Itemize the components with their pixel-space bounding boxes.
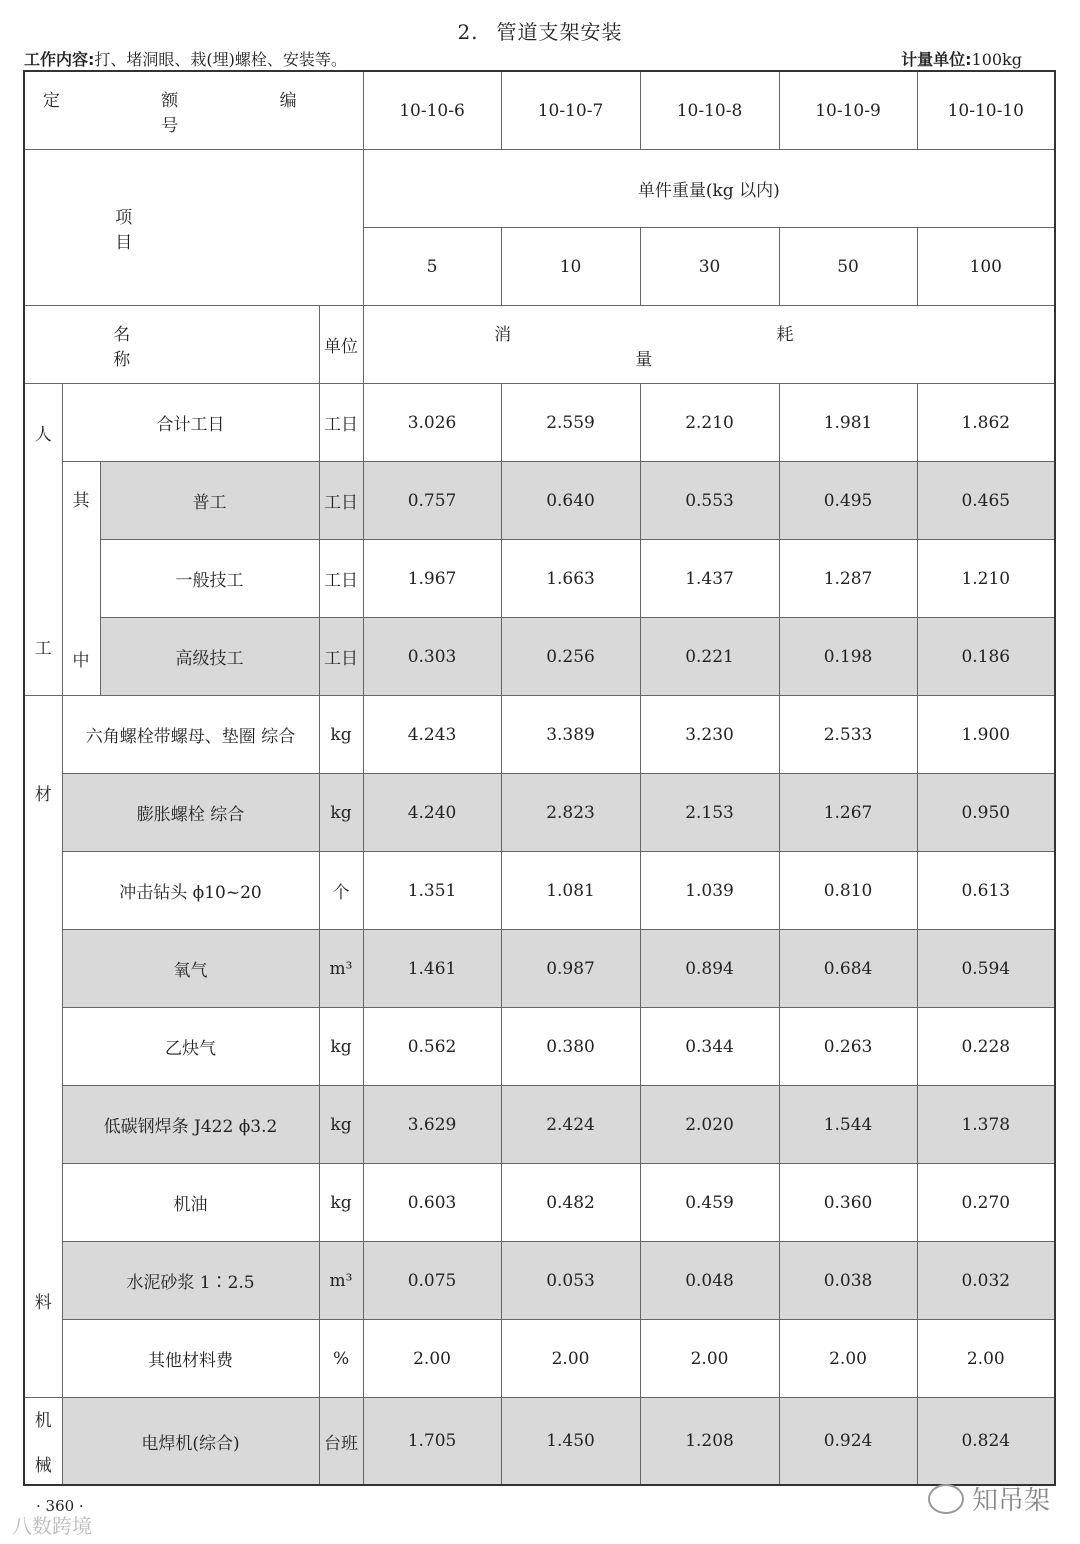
machine-row: [24, 1398, 1055, 1486]
qizhong-side-bottom: 中: [72, 651, 90, 671]
row-unit: m³: [319, 930, 363, 1008]
value-cell: 0.924: [779, 1398, 917, 1486]
value-cell: 0.032: [917, 1242, 1055, 1320]
value-cell: 0.459: [640, 1164, 779, 1242]
row-name: 高级技工: [100, 618, 319, 696]
row-name: 其他材料费: [62, 1320, 319, 1398]
value-cell: 0.495: [779, 462, 917, 540]
row-name: 低碳钢焊条 J422 ϕ3.2: [62, 1086, 319, 1164]
row-name: 六角螺栓带螺母、垫圈 综合: [62, 696, 319, 774]
page-title: [0, 16, 1080, 45]
value-cell: 1.900: [917, 696, 1055, 774]
value-cell: 0.684: [779, 930, 917, 1008]
value-cell: 0.824: [917, 1398, 1055, 1486]
value-cell: 0.603: [363, 1164, 501, 1242]
weight-value: 5: [363, 228, 501, 306]
value-cell: 0.303: [363, 618, 501, 696]
value-cell: 3.026: [363, 384, 501, 462]
section-title: 管道支架安装: [496, 20, 623, 44]
unit-label: 计量单位:: [901, 50, 972, 69]
value-cell: 0.228: [917, 1008, 1055, 1086]
value-cell: 3.629: [363, 1086, 501, 1164]
value-cell: 1.663: [501, 540, 640, 618]
value-cell: 0.594: [917, 930, 1055, 1008]
row-unit: 工日: [319, 384, 363, 462]
work-content: [24, 47, 347, 70]
value-cell: 1.287: [779, 540, 917, 618]
machine-side: [24, 1398, 62, 1486]
value-cell: 1.039: [640, 852, 779, 930]
value-cell: 0.053: [501, 1242, 640, 1320]
row-name: 合计工日: [62, 384, 319, 462]
value-cell: 3.230: [640, 696, 779, 774]
value-cell: 0.757: [363, 462, 501, 540]
value-cell: 0.640: [501, 462, 640, 540]
value-cell: 0.553: [640, 462, 779, 540]
labor-total-row: [24, 384, 1055, 462]
value-cell: 1.378: [917, 1086, 1055, 1164]
machine-side-top: 机: [34, 1411, 52, 1431]
weight-header-row: [24, 150, 1055, 228]
weight-value: 10: [501, 228, 640, 306]
watermark-right: [928, 1480, 1050, 1517]
quota-table: [23, 70, 1056, 1486]
value-cell: 2.533: [779, 696, 917, 774]
quota-code: 10-10-10: [917, 71, 1055, 150]
value-cell: 4.243: [363, 696, 501, 774]
quota-code: 10-10-6: [363, 71, 501, 150]
material-side-bottom: 料: [34, 1293, 52, 1313]
value-cell: 0.198: [779, 618, 917, 696]
value-cell: 0.613: [917, 852, 1055, 930]
row-unit: kg: [319, 1164, 363, 1242]
page-number: · 360 ·: [36, 1497, 84, 1515]
value-cell: 0.270: [917, 1164, 1055, 1242]
value-cell: 0.256: [501, 618, 640, 696]
row-name: 机油: [62, 1164, 319, 1242]
value-cell: 2.559: [501, 384, 640, 462]
quota-label: 定 额 编 号: [24, 71, 363, 150]
weight-value: 50: [779, 228, 917, 306]
row-unit: kg: [319, 1008, 363, 1086]
machine-side-gap: [25, 1431, 62, 1451]
qizhong-side: [62, 462, 100, 696]
value-cell: 0.810: [779, 852, 917, 930]
value-cell: 1.544: [779, 1086, 917, 1164]
weight-value: 100: [917, 228, 1055, 306]
row-name: 水泥砂浆 1∶2.5: [62, 1242, 319, 1320]
value-cell: 0.894: [640, 930, 779, 1008]
material-row: [24, 1086, 1055, 1164]
row-unit: kg: [319, 1086, 363, 1164]
value-cell: 1.705: [363, 1398, 501, 1486]
value-cell: 0.075: [363, 1242, 501, 1320]
row-name: 一般技工: [100, 540, 319, 618]
value-cell: 1.437: [640, 540, 779, 618]
value-cell: 3.389: [501, 696, 640, 774]
material-side: [24, 696, 62, 1398]
row-unit: 台班: [319, 1398, 363, 1486]
material-row: [24, 1242, 1055, 1320]
value-cell: 1.981: [779, 384, 917, 462]
material-row: [24, 1320, 1055, 1398]
value-cell: 1.208: [640, 1398, 779, 1486]
value-cell: 0.038: [779, 1242, 917, 1320]
value-cell: 1.210: [917, 540, 1055, 618]
value-cell: 0.263: [779, 1008, 917, 1086]
value-cell: 2.00: [779, 1320, 917, 1398]
material-side-top: 材: [34, 785, 52, 805]
work-label: 工作内容:: [24, 50, 95, 69]
value-cell: 1.461: [363, 930, 501, 1008]
labor-side-bottom: 工: [34, 639, 52, 659]
labor-side-top: 人: [34, 425, 52, 445]
material-row: [24, 852, 1055, 930]
value-cell: 0.048: [640, 1242, 779, 1320]
quota-code: 10-10-7: [501, 71, 640, 150]
column-header-row: [24, 306, 1055, 384]
unit-col-label: 单位: [319, 306, 363, 384]
quota-code: 10-10-8: [640, 71, 779, 150]
row-name: 电焊机(综合): [62, 1398, 319, 1486]
value-cell: 2.00: [501, 1320, 640, 1398]
row-unit: kg: [319, 774, 363, 852]
material-row: [24, 1008, 1055, 1086]
row-unit: 工日: [319, 618, 363, 696]
section-number: 2.: [457, 20, 479, 44]
row-name: 膨胀螺栓 综合: [62, 774, 319, 852]
watermark-left: 八数跨境: [12, 1514, 92, 1538]
row-name: 普工: [100, 462, 319, 540]
value-cell: 0.950: [917, 774, 1055, 852]
qizhong-side-top: 其: [72, 491, 90, 511]
value-cell: 2.00: [363, 1320, 501, 1398]
row-unit: %: [319, 1320, 363, 1398]
work-text: 打、堵洞眼、栽(埋)螺栓、安装等。: [94, 50, 347, 69]
measure-unit: [901, 47, 1022, 70]
quota-code-row: [24, 71, 1055, 150]
material-row: [24, 930, 1055, 1008]
value-cell: 0.380: [501, 1008, 640, 1086]
material-row: [24, 1164, 1055, 1242]
consume-label: 消 耗 量: [363, 306, 1055, 384]
machine-side-bottom: 械: [34, 1456, 52, 1476]
value-cell: 0.562: [363, 1008, 501, 1086]
material-row: [24, 774, 1055, 852]
item-label: 项 目: [24, 150, 363, 306]
value-cell: 0.465: [917, 462, 1055, 540]
value-cell: 0.987: [501, 930, 640, 1008]
value-cell: 2.210: [640, 384, 779, 462]
value-cell: 1.862: [917, 384, 1055, 462]
value-cell: 1.081: [501, 852, 640, 930]
wechat-icon: [928, 1484, 964, 1514]
labor-row: [24, 540, 1055, 618]
row-name: 氧气: [62, 930, 319, 1008]
value-cell: 1.967: [363, 540, 501, 618]
labor-row: [24, 462, 1055, 540]
value-cell: 2.823: [501, 774, 640, 852]
value-cell: 2.424: [501, 1086, 640, 1164]
value-cell: 2.00: [917, 1320, 1055, 1398]
labor-side: [24, 384, 62, 696]
value-cell: 4.240: [363, 774, 501, 852]
value-cell: 1.351: [363, 852, 501, 930]
value-cell: 2.00: [640, 1320, 779, 1398]
watermark-right-text: 知吊架: [971, 1486, 1050, 1516]
value-cell: 1.450: [501, 1398, 640, 1486]
weight-label: 单件重量(kg 以内): [363, 150, 1055, 228]
value-cell: 0.482: [501, 1164, 640, 1242]
quota-code: 10-10-9: [779, 71, 917, 150]
value-cell: 0.221: [640, 618, 779, 696]
weight-value: 30: [640, 228, 779, 306]
value-cell: 0.186: [917, 618, 1055, 696]
row-unit: 工日: [319, 540, 363, 618]
unit-value: 100kg: [971, 50, 1022, 69]
row-unit: 工日: [319, 462, 363, 540]
value-cell: 0.360: [779, 1164, 917, 1242]
name-label: 名 称: [24, 306, 319, 384]
row-unit: m³: [319, 1242, 363, 1320]
value-cell: 2.153: [640, 774, 779, 852]
value-cell: 2.020: [640, 1086, 779, 1164]
value-cell: 0.344: [640, 1008, 779, 1086]
labor-row: [24, 618, 1055, 696]
value-cell: 1.267: [779, 774, 917, 852]
row-unit: kg: [319, 696, 363, 774]
material-row: [24, 696, 1055, 774]
row-name: 乙炔气: [62, 1008, 319, 1086]
row-unit: 个: [319, 852, 363, 930]
row-name: 冲击钻头 ϕ10~20: [62, 852, 319, 930]
